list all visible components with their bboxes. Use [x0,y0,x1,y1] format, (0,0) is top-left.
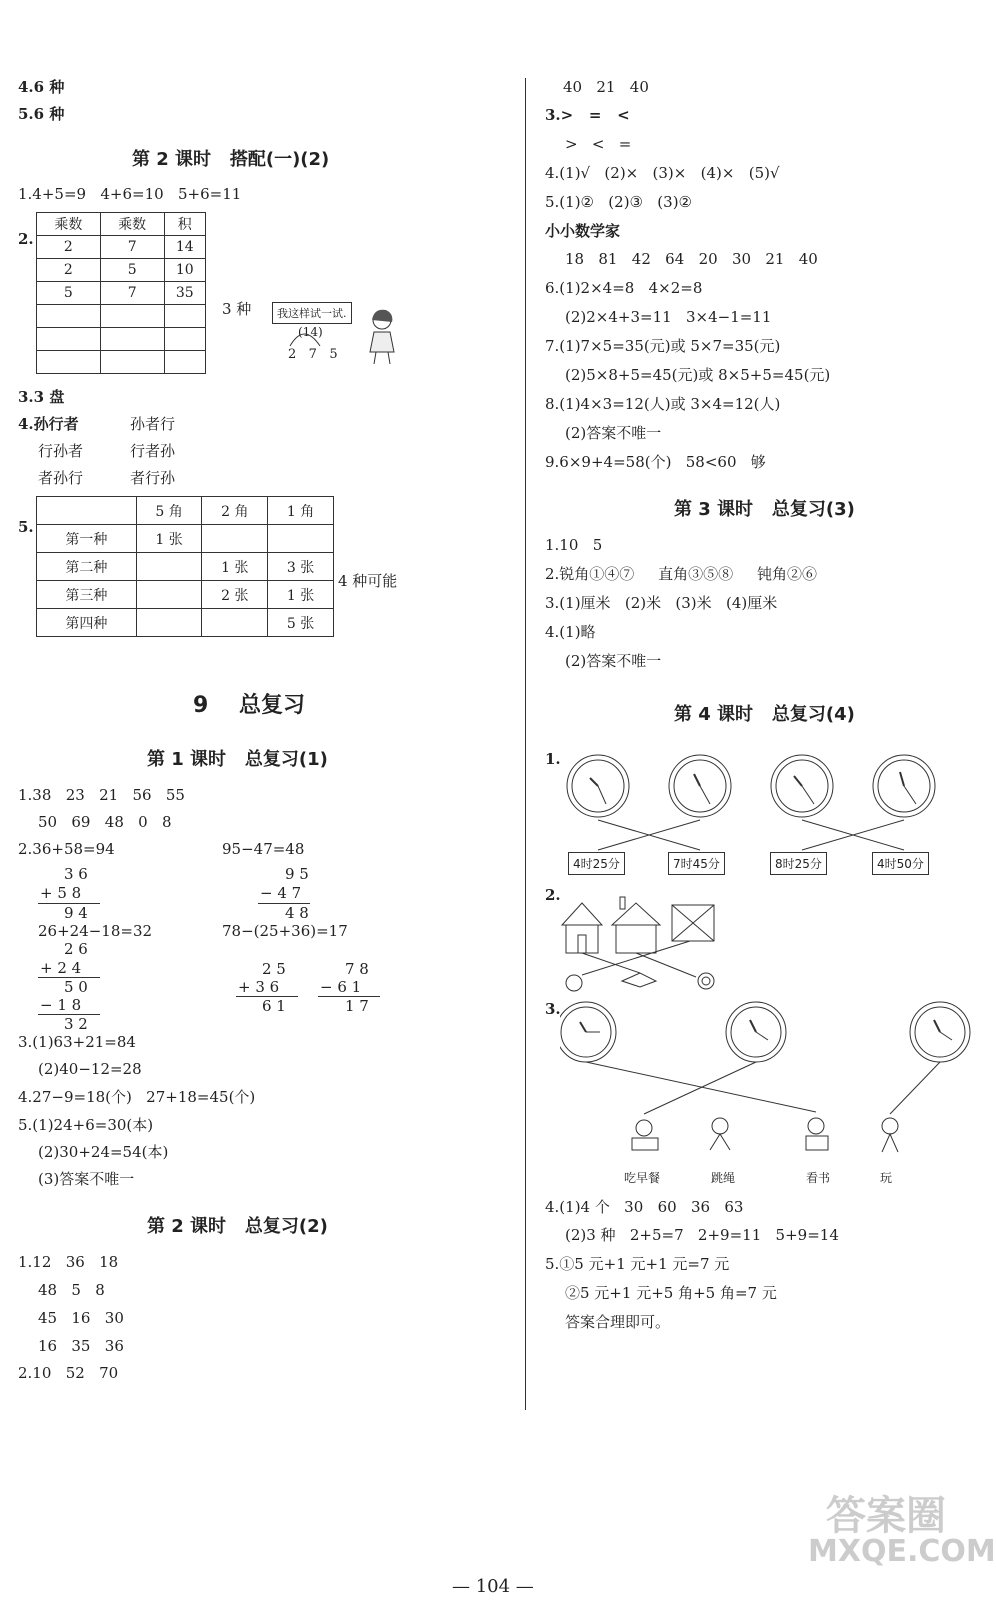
answer-line: 行者孙 [130,442,176,460]
answer-line: (2)答案不唯一 [565,424,662,442]
table-row [37,553,334,581]
answer-line: 50 69 48 0 8 [38,813,172,831]
clock-icon [910,1002,970,1062]
time-label: 4时50分 [872,852,929,875]
answer-line: > < = [565,135,632,153]
answer-line: 4.孙行者 [18,415,79,433]
answer-line: 5.(1)24+6=30(本) [18,1116,154,1134]
table-cell [100,351,164,374]
activity-label: 玩 [880,1171,893,1185]
vertical-calc: 9 5 [285,865,309,883]
vertical-calc: 7 8 [345,960,369,978]
table-cell [268,525,334,553]
watermark-url: MXQE.COM [808,1534,996,1569]
vertical-calc: 6 1 [262,997,286,1015]
table-cell: 1 张 [268,581,334,609]
table-cell: 5 [37,282,101,305]
table-cell [164,328,205,351]
answer-line: 者行孙 [130,469,176,487]
vertical-calc: 4 8 [285,904,309,922]
answer-line: 4.6 种 [18,78,65,96]
table-cell: 5 张 [268,609,334,637]
table-cell: 2 张 [202,581,268,609]
answer-line: 45 16 30 [38,1309,124,1327]
clock-icon [567,755,629,817]
answer-line: 26+24−18=32 [38,922,153,940]
table-header-cell [37,497,137,525]
table-row [37,236,206,259]
watermark-logo: 答案圈 [826,1493,946,1539]
clock-icon [771,755,833,817]
table-cell: 1 张 [202,553,268,581]
answer-line: 5.(1)② (2)③ (3)② [545,193,693,211]
question-number: 2. [18,230,34,248]
vertical-calc: + 2 4 [40,959,82,977]
table-cell: 第四种 [37,609,137,637]
answer-line: (2)答案不唯一 [565,652,662,670]
answer-line: 4 种可能 [338,572,398,590]
table-cell: 14 [164,236,205,259]
table-cell: 7 [100,236,164,259]
clock-icon [669,755,731,817]
time-label: 4时25分 [568,852,625,875]
answer-line: (3)答案不唯一 [38,1170,135,1188]
bubble-sum: (14) [298,325,323,339]
clock-icon [873,755,935,817]
column-divider [525,78,526,1410]
vertical-calc: 5 0 [64,978,88,996]
vertical-calc: 9 4 [64,904,88,922]
table-header-cell: 2 角 [202,497,268,525]
vertical-calc: 2 5 [262,960,286,978]
answer-line: 3.> = < [545,106,630,124]
vertical-calc: − 1 8 [40,996,82,1014]
answer-line: 3.(1)63+21=84 [18,1033,136,1051]
table-cell [37,305,101,328]
table-cell: 2 [37,259,101,282]
question-number: 2. [545,886,561,904]
girl-figure-icon [364,308,404,366]
answer-line: 7.(1)7×5=35(元)或 5×7=35(元) [545,337,781,355]
time-label: 8时25分 [770,852,827,875]
page-number: — 104 — [452,1576,534,1597]
answer-line: 3.3 盘 [18,388,65,406]
table-cell [164,305,205,328]
table-row [37,328,206,351]
table-cell: 第二种 [37,553,137,581]
answer-line: 3 种 [222,300,252,318]
answer-line: 18 81 42 64 20 30 21 40 [565,250,818,268]
table-cell [136,553,202,581]
answer-line: 1.38 23 21 56 55 [18,786,185,804]
answer-line: 5.①5 元+1 元+1 元=7 元 [545,1255,730,1273]
homes-matching-diagram [560,895,740,1000]
activity-label: 吃早餐 [624,1171,661,1185]
table-cell [100,328,164,351]
answer-line: 小小数学家 [545,222,621,240]
activity-label: 跳绳 [711,1171,736,1185]
time-label: 7时45分 [668,852,725,875]
arc-icon [282,318,342,348]
answer-line: (2)40−12=28 [38,1060,142,1078]
answer-line: 40 21 40 [563,78,649,96]
answer-line: 4.(1)√ (2)× (3)× (4)× (5)√ [545,164,780,182]
table-cell: 35 [164,282,205,305]
answer-line: 行孙者 [38,442,84,460]
clock-icon [726,1002,786,1062]
table-cell: 5 [100,259,164,282]
table-cell [202,609,268,637]
answer-line: ②5 元+1 元+5 角+5 角=7 元 [565,1284,777,1302]
vertical-calc: + 3 6 [238,978,280,996]
answer-line: 2.10 52 70 [18,1364,119,1382]
answer-line: 95−47=48 [222,840,305,858]
answer-line: 2.锐角①④⑦ 直角③⑤⑧ 钝角②⑥ [545,565,817,583]
table-row [37,609,334,637]
money-table [36,496,334,637]
answer-line: 1.4+5=9 4+6=10 5+6=11 [18,185,242,203]
answer-line: (2)30+24=54(本) [38,1143,169,1161]
answer-line: 6.(1)2×4=8 4×2=8 [545,279,703,297]
table-cell [164,351,205,374]
answer-line: 答案合理即可。 [565,1313,671,1331]
answer-line: 4.(1)4 个 30 60 36 63 [545,1198,744,1216]
table-cell: 3 张 [268,553,334,581]
question-number: 3. [545,1000,561,1018]
answer-line: 者孙行 [38,469,84,487]
table-row [37,282,206,305]
answer-line: 2.36+58=94 [18,840,115,858]
activity-matching-diagram [560,1000,980,1170]
table-row [37,351,206,374]
table-cell [136,581,202,609]
section-heading: 第 2 课时 搭配(一)(2) [132,149,330,170]
section-heading: 第 3 课时 总复习(3) [674,499,855,520]
table-cell [37,328,101,351]
answer-line: (2)2×4+3=11 3×4−1=11 [565,308,772,326]
answer-line: 48 5 8 [38,1281,105,1299]
table-cell: 第一种 [37,525,137,553]
answer-line: 4.27−9=18(个) 27+18=45(个) [18,1088,256,1106]
answer-line: 1.10 5 [545,536,603,554]
table-cell [37,351,101,374]
speech-bubble: 我这样试一试. [272,302,352,324]
table-row [37,305,206,328]
bubble-numbers: 2 7 5 [288,347,338,362]
table-cell: 1 张 [136,525,202,553]
answer-line: 8.(1)4×3=12(人)或 3×4=12(人) [545,395,781,413]
answer-line: 1.12 36 18 [18,1253,119,1271]
section-heading: 第 1 课时 总复习(1) [147,749,328,770]
answer-line: 3.(1)厘米 (2)米 (3)米 (4)厘米 [545,594,778,612]
vertical-calc: 3 6 [64,865,88,883]
table-cell: 7 [100,282,164,305]
answer-line: 4.(1)略 [545,623,596,641]
clock-icon [560,1002,616,1062]
section-heading: 第 4 课时 总复习(4) [674,704,855,725]
question-number: 5. [18,518,34,536]
table-row [37,259,206,282]
answer-line: 78−(25+36)=17 [222,922,348,940]
question-number: 1. [545,750,561,768]
table-header-cell: 乘数 [100,213,164,236]
answer-line: (2)3 种 2+5=7 2+9=11 5+9=14 [565,1226,839,1244]
vertical-calc: − 4 7 [260,884,302,902]
table-header-cell: 5 角 [136,497,202,525]
unit-title: 9 总复习 [193,693,305,718]
vertical-calc: − 6 1 [320,978,362,996]
section-heading: 第 2 课时 总复习(2) [147,1216,328,1237]
table-header-cell: 积 [164,213,205,236]
multiplication-table [36,212,206,374]
answer-line: (2)5×8+5=45(元)或 8×5+5=45(元) [565,366,831,384]
table-cell [136,609,202,637]
vertical-calc: 2 6 [64,940,88,958]
table-cell: 第三种 [37,581,137,609]
table-row [37,581,334,609]
table-cell [100,305,164,328]
answer-line: 孙者行 [130,415,176,433]
table-cell: 10 [164,259,205,282]
activity-label: 看书 [806,1171,831,1185]
answer-line: 9.6×9+4=58(个) 58<60 够 [545,453,766,471]
answer-line: 5.6 种 [18,105,65,123]
table-row [37,525,334,553]
table-header-cell: 1 角 [268,497,334,525]
vertical-calc: 1 7 [345,997,369,1015]
vertical-calc: 3 2 [64,1015,88,1033]
answer-line: 16 35 36 [38,1337,124,1355]
table-cell [202,525,268,553]
table-cell: 2 [37,236,101,259]
table-header-cell: 乘数 [37,213,101,236]
vertical-calc: + 5 8 [40,884,82,902]
